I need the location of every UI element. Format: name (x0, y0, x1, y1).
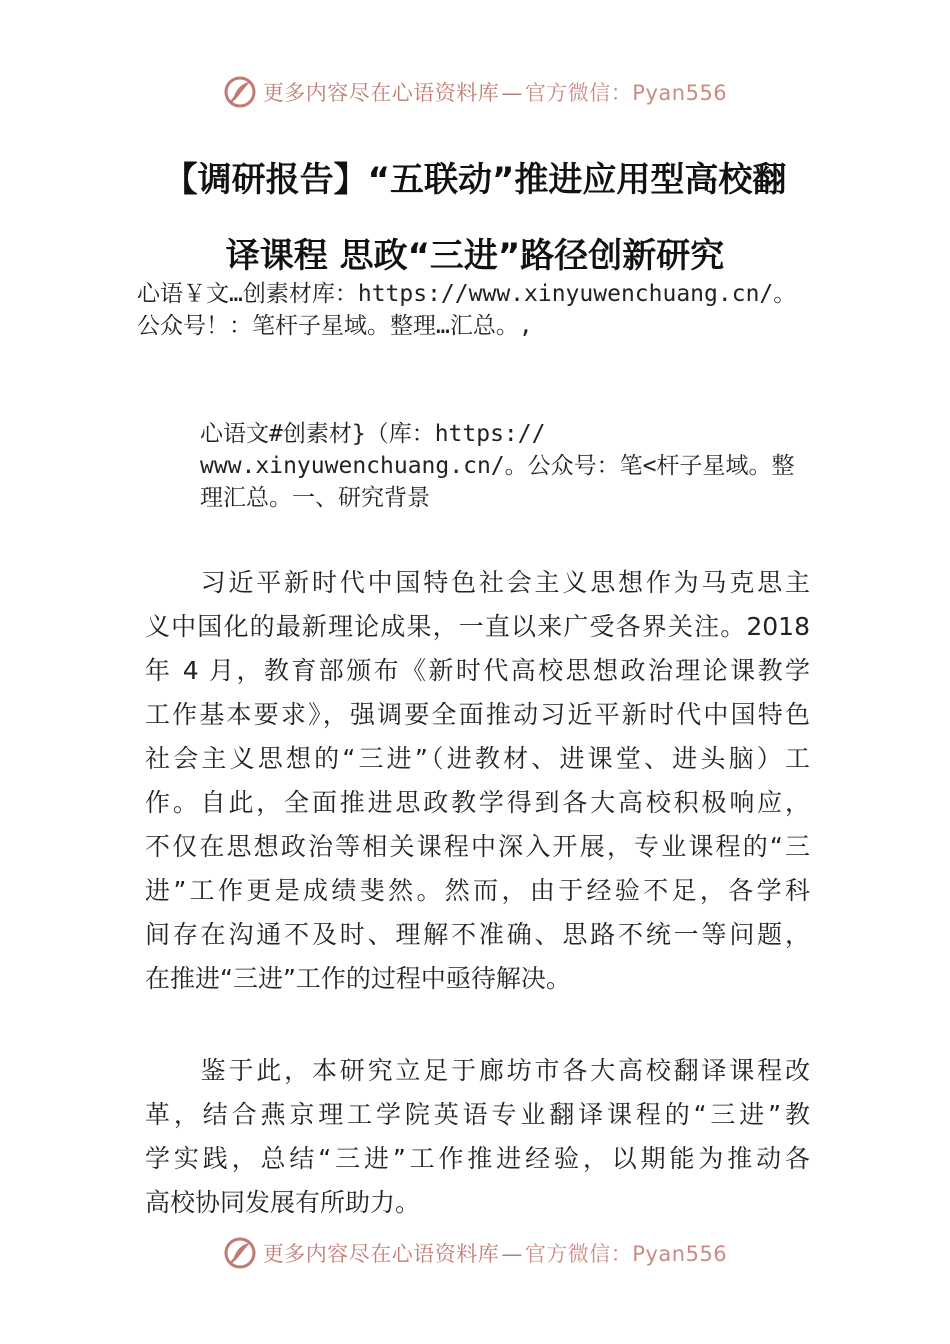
header-banner (0, 72, 950, 112)
paragraph-line: 鉴于此，本研究立足于廊坊市各大高校翻译课程改 (145, 1056, 810, 1085)
paragraph-line: 作。自此，全面推进思政教学得到各大高校积极响应， (145, 788, 810, 817)
paragraph-line: 年 4 月，教育部颁布《新时代高校思想政治理论课教学 (145, 656, 810, 685)
paragraph-line: 学实践，总结“三进”工作推进经验，以期能为推动各 (145, 1144, 810, 1173)
paragraph-line: 间存在沟通不及时、理解不准确、思路不统一等问题， (145, 920, 810, 949)
paragraph-line: 不仅在思想政治等相关课程中深入开展，专业课程的“三 (145, 832, 810, 861)
document-title-line-1: 【调研报告】“五联动”推进应用型高校翻 (163, 160, 787, 200)
banner-wechat: 官方微信：Pyan556 (524, 1242, 728, 1266)
source-note-2-line-1: 心语文#创素材}（库：https:// (200, 421, 546, 447)
banner-slogan: 更多内容尽在心语资料库 (262, 81, 500, 105)
banner-slogan: 更多内容尽在心语资料库 (262, 1242, 500, 1266)
document-title-line-2: 译课程 思政“三进”路径创新研究 (225, 236, 725, 276)
source-note-line-1: 心语￥文…创素材库：https://www.xinyuwenchuang.cn/。 (137, 281, 797, 307)
paragraph-line: 革，结合燕京理工学院英语专业翻译课程的“三进”教 (145, 1100, 810, 1129)
source-note-2-line-2: www.xinyuwenchuang.cn/。公众号：笔<杆子星域。整 (200, 453, 795, 479)
paragraph-line: 在推进“三进”工作的过程中亟待解决。 (145, 964, 571, 993)
paragraph-line: 习近平新时代中国特色社会主义思想作为马克思主 (145, 568, 810, 597)
banner-separator: — (501, 81, 523, 105)
paragraph-line: 社会主义思想的“三进”（进教材、进课堂、进头脑）工 (145, 744, 810, 773)
footer-banner (0, 1233, 950, 1273)
paragraph-line: 工作基本要求》，强调要全面推动习近平新时代中国特色 (145, 700, 810, 729)
paragraph-line: 进”工作更是成绩斐然。然而，由于经验不足，各学科 (145, 876, 810, 905)
logo-icon (223, 1236, 257, 1270)
header-banner-text (263, 77, 727, 107)
paragraph-line: 义中国化的最新理论成果，一直以来广受各界关注。2018 (145, 612, 810, 641)
logo-icon (223, 75, 257, 109)
source-note-2-line-3: 理汇总。一、研究背景 (200, 485, 430, 511)
banner-separator: — (501, 1242, 523, 1266)
paragraph-research-background (145, 561, 810, 1001)
banner-wechat: 官方微信：Pyan556 (524, 81, 728, 105)
paragraph-research-purpose (145, 1049, 810, 1225)
source-note-line-2: 公众号！：笔杆子星域。整理…汇总。, (137, 313, 533, 339)
paragraph-line: 高校协同发展有所助力。 (145, 1188, 421, 1217)
footer-banner-text (263, 1238, 727, 1268)
